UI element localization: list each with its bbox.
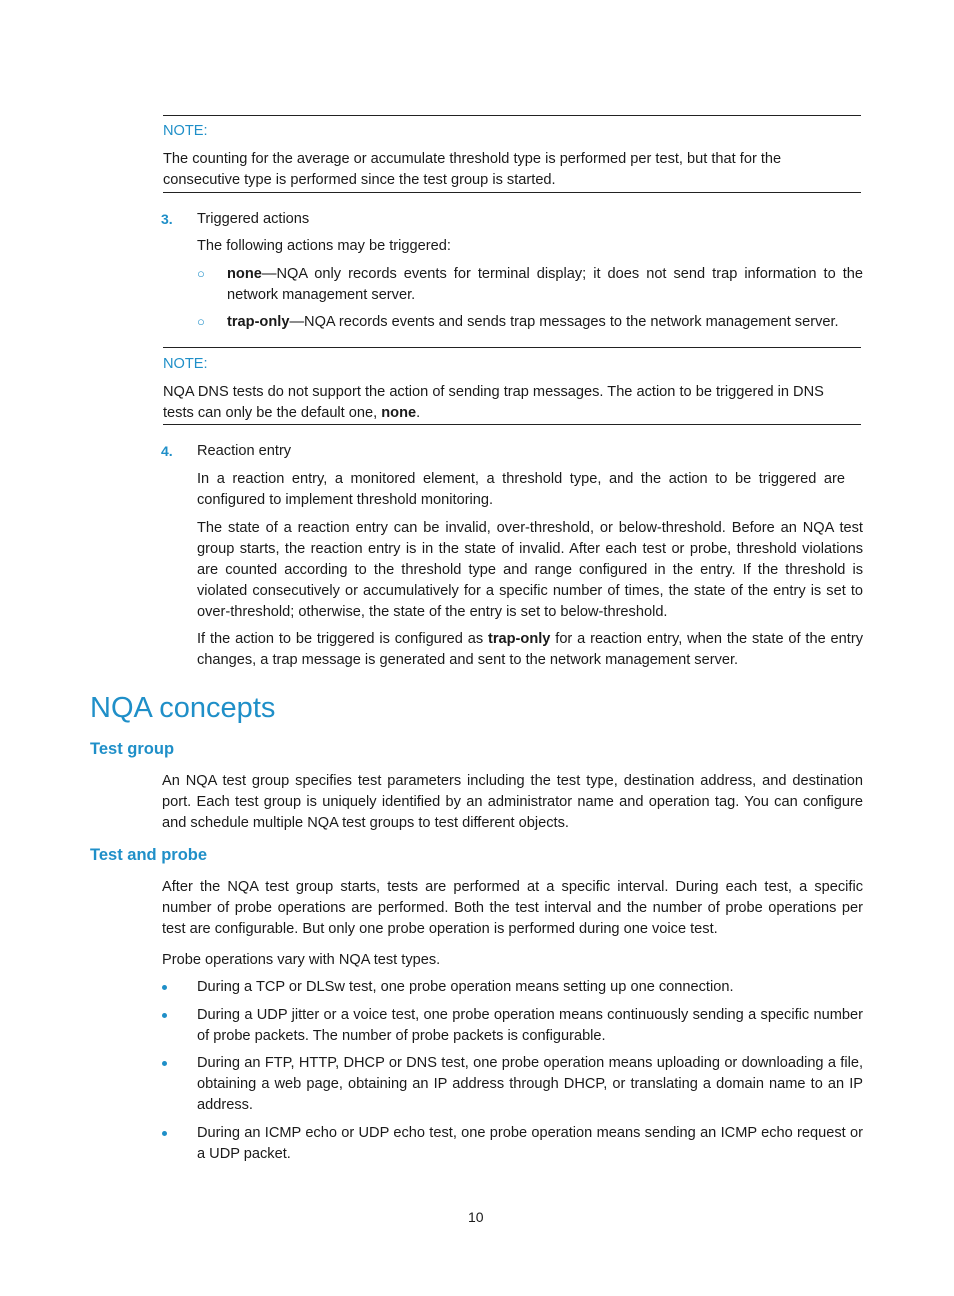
sub-bullet-text <box>227 312 867 333</box>
paragraph-part: If the action to be triggered is configured as <box>197 631 488 647</box>
subsection-heading-test-probe: Test and probe <box>90 846 208 864</box>
section-title: NQA concepts <box>90 692 276 724</box>
bullet-icon <box>162 1061 167 1066</box>
note-text-main: NQA DNS tests do not support the action of sending trap messages. The action to be triggered in DNS tests can only be the default one, <box>163 384 824 421</box>
bullet-icon <box>162 985 167 990</box>
bullet-icon <box>162 1131 167 1136</box>
note-top-rule <box>163 347 861 348</box>
paragraph <box>197 629 863 671</box>
note-text <box>163 382 857 424</box>
list-number: 3. <box>161 211 173 227</box>
bullet-text: During an FTP, HTTP, DHCP or DNS test, one probe operation means uploading or downloading a file, obtaining a web page, obtaining an IP address through DHCP, or translating a domain name to an IP address. <box>197 1055 863 1113</box>
note-text-end: . <box>416 405 421 421</box>
list-item-title: Reaction entry <box>197 443 292 459</box>
bullet-text: During a UDP jitter or a voice test, one probe operation means continuously sending a specific number of probe packets. The number of probe packets is configurable. <box>197 1007 863 1044</box>
paragraph: An NQA test group specifies test parameters including the test type, destination address, and destination port. Each test group is uniquely identified by an administrator name and operation tag. You can configure and schedule multiple NQA test groups to test different objects. <box>162 773 863 831</box>
keyword: none <box>381 405 417 421</box>
keyword: none <box>227 266 262 282</box>
paragraph: Probe operations vary with NQA test types. <box>162 952 441 968</box>
list-item-title: Triggered actions <box>197 211 310 227</box>
sub-bullet-desc: —NQA only records events for terminal display; it does not send trap information to the network management server. <box>227 266 863 303</box>
bullet-text: During an ICMP echo or UDP echo test, one probe operation means sending an ICMP echo request or a UDP packet. <box>197 1125 863 1162</box>
note-text: The counting for the average or accumulate threshold type is performed per test, but that for the consecutive type is performed since the test group is started. <box>163 151 782 188</box>
paragraph: The state of a reaction entry can be invalid, over-threshold, or below-threshold. Before an NQA test group starts, the reaction entry is in the state of invalid. After each test or probe, threshold violations are counted according to the threshold type and range configured in the entry. If the threshold is violated consecutively or accumulatively for a specific number of times, the state of the entry is set to over-threshold; otherwise, the state of the entry is set to below-threshold. <box>197 520 863 620</box>
hollow-bullet-icon: ○ <box>197 266 205 281</box>
paragraph: In a reaction entry, a monitored element, a threshold type, and the action to be triggered are configured to implement threshold monitoring. <box>197 471 845 508</box>
subsection-heading-test-group: Test group <box>90 740 175 758</box>
note-top-rule <box>163 115 861 116</box>
keyword: trap-only <box>227 314 290 330</box>
note-bottom-rule <box>163 424 861 425</box>
hollow-bullet-icon: ○ <box>197 314 205 329</box>
keyword: trap-only <box>487 631 551 647</box>
page-number: 10 <box>468 1209 484 1225</box>
paragraph-part: for a reaction entry, when the state of the entry changes, a trap message is generated and sent to the network management server. <box>197 631 863 668</box>
note-label: NOTE: <box>163 123 208 139</box>
bullet-text: During a TCP or DLSw test, one probe operation means setting up one connection. <box>197 979 734 995</box>
list-number: 4. <box>161 443 173 459</box>
sub-bullet-desc: —NQA records events and sends trap messages to the network management server. <box>289 314 839 330</box>
sub-bullet-text <box>227 264 863 306</box>
note-bottom-rule <box>163 192 861 193</box>
note-label: NOTE: <box>163 356 208 372</box>
bullet-icon <box>162 1013 167 1018</box>
paragraph: After the NQA test group starts, tests are performed at a specific interval. During each test, a specific number of probe operations are performed. Both the test interval and the number of probe operations per test are configurable. But only one probe operation is performed during one voice test. <box>162 879 863 937</box>
paragraph: The following actions may be triggered: <box>197 238 451 254</box>
